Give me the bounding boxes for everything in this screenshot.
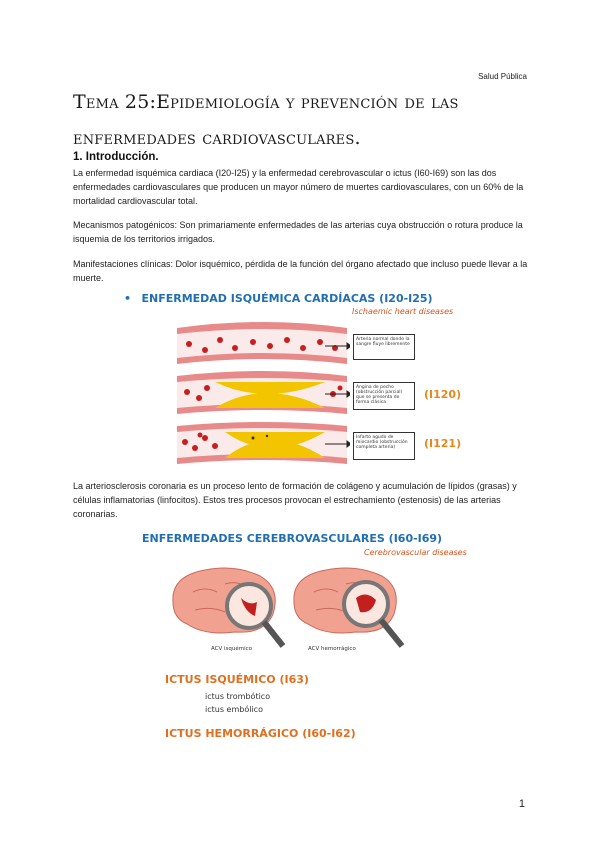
figure1-subtitle: Ischaemic heart diseases xyxy=(352,307,454,316)
artery-illustration xyxy=(175,318,350,470)
code-i121: (I121) xyxy=(424,437,462,450)
artery-complete-obstruction xyxy=(177,422,347,464)
artery-normal xyxy=(177,322,347,364)
ictus-isquemico-heading: ICTUS ISQUÉMICO (I63) xyxy=(165,673,309,686)
code-i120: (I120) xyxy=(424,388,462,401)
paragraph-manifestations: Manifestaciones clínicas: Dolor isquémico, pérdida de la función del órgano afectado que incluso puede llevar a la muerte. xyxy=(73,259,528,283)
figure2-subtitle: Cerebrovascular diseases xyxy=(364,548,467,557)
label-box-normal: Arteria normal donde la sangre fluye libremente xyxy=(353,334,415,360)
figure1-heading-row xyxy=(124,289,484,307)
caption-acv-hemorragico: ACV hemorrágico xyxy=(308,646,356,652)
figure2-heading: ENFERMEDADES CEREBROVASCULARES (I60-I69) xyxy=(142,532,443,545)
page-title: Tema 25:Epidemiología y prevención de las enfermedades cardiovasculares. xyxy=(73,91,459,149)
caption-acv-isquemico: ACV isquémico xyxy=(211,646,253,652)
section-heading: 1. Introducción. xyxy=(73,151,159,163)
brain-ischemic-illustration xyxy=(165,562,290,652)
ictus-item-embolico: ictus embólico xyxy=(205,705,263,714)
brain-hemorrhagic-illustration xyxy=(290,562,410,652)
ictus-item-trombotico: ictus trombótico xyxy=(205,692,271,701)
page-number: 1 xyxy=(518,798,525,810)
label-box-angina: Angina de pecho (obstrucción parcial) que se presenta de forma clásica xyxy=(353,382,415,410)
ictus-hemorragico-heading: ICTUS HEMORRÁGICO (I60-I62) xyxy=(165,727,356,740)
header-label: Salud Pública xyxy=(478,72,527,81)
paragraph-intro: La enfermedad isquémica cardiaca (I20-I25) y la enfermedad cerebrovascular o ictus (I60-I69) son las dos enfermedades cardiovasculares que producen un mayor número de muertes cardiovasculares, con un 60% de la mortalidad cardiovascular total. xyxy=(73,168,524,206)
label-box-infarct: Infarto agudo de miocardio (obstrucción completa arteria) xyxy=(353,432,415,460)
artery-partial-obstruction xyxy=(177,371,347,414)
paragraph-arteriosclerosis: La arteriosclerosis coronaria es un proceso lento de formación de colágeno y acumulación de lípidos (grasas) y células inflamatorias (linfocitos). Estos tres procesos provocan el estrechamiento (estenosis) de las arterias coronarias. xyxy=(73,481,517,519)
bullet: • xyxy=(124,292,132,305)
paragraph-mechanisms: Mecanismos patogénicos: Son primariamente enfermedades de las arterias cuya obstrucción o rotura produce la isquemia de los territorios irrigados. xyxy=(73,220,523,244)
figure1-heading: ENFERMEDAD ISQUÉMICA CARDÍACAS (I20-I25) xyxy=(141,292,433,305)
